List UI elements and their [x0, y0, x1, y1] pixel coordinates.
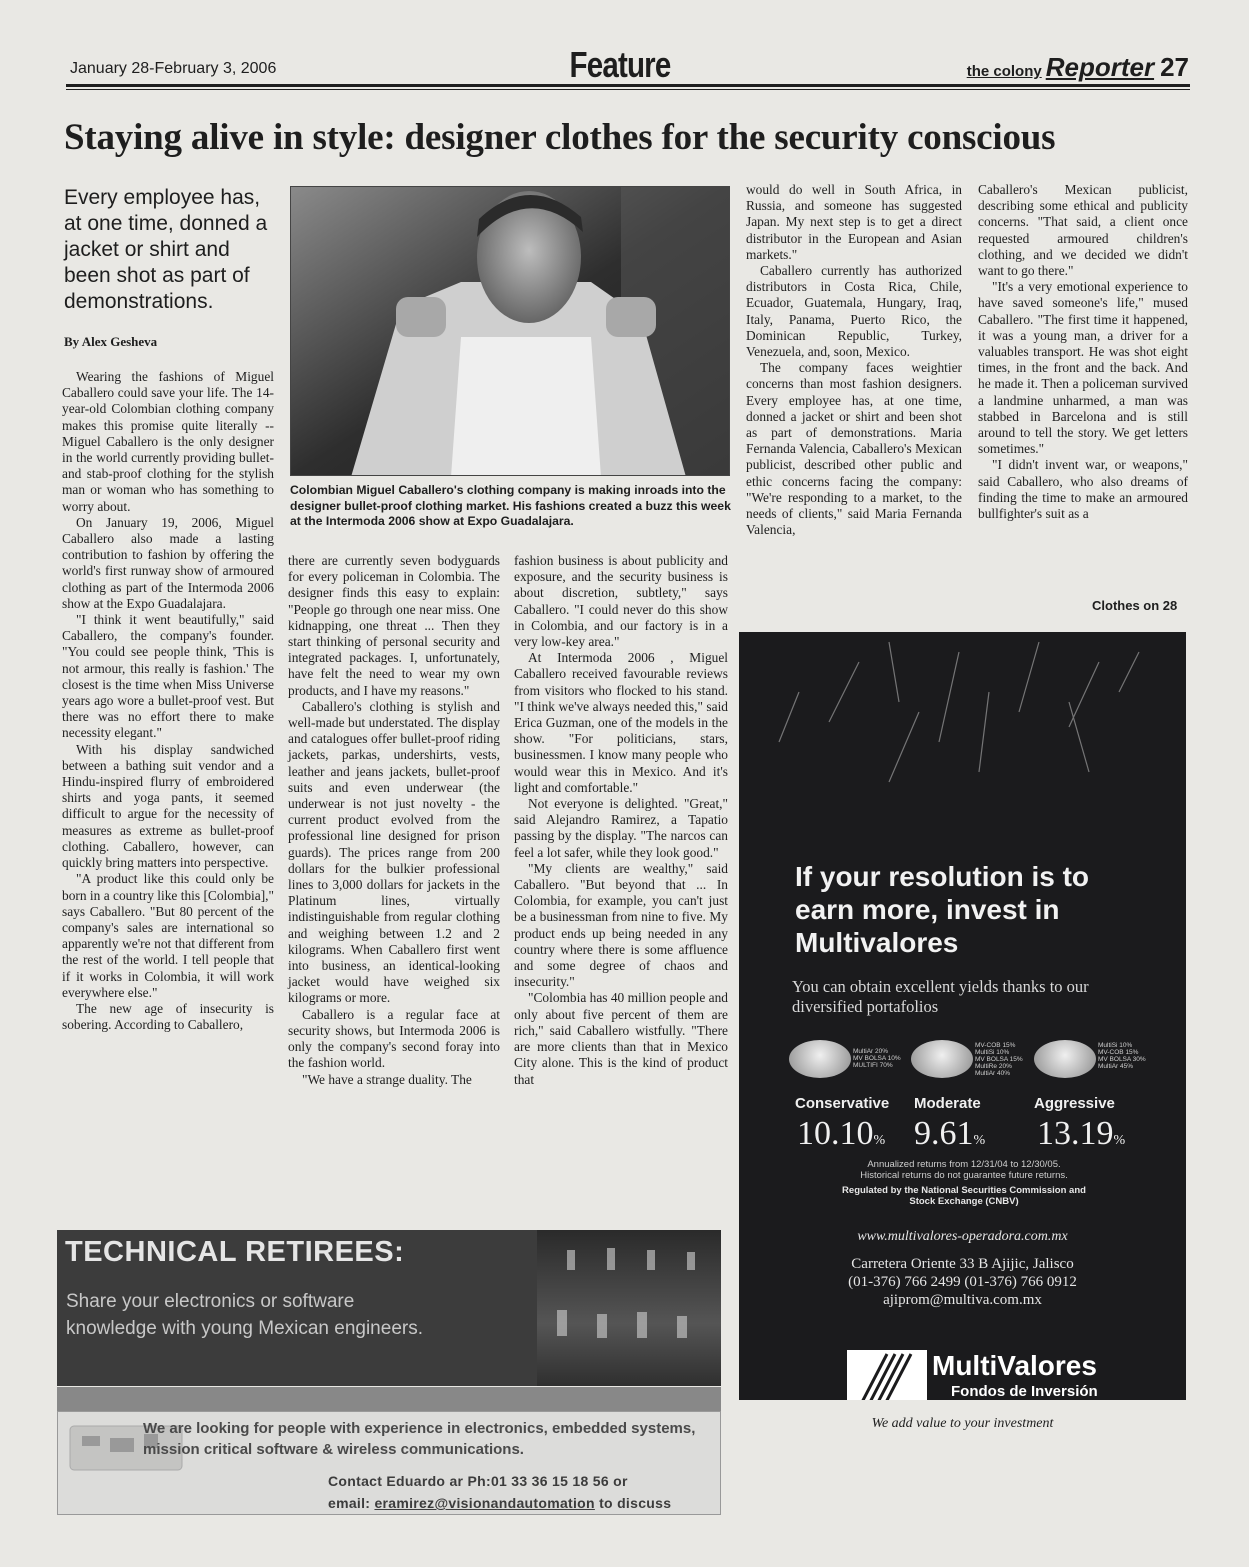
byline: By Alex Gesheva: [64, 334, 158, 349]
paragraph: would do well in South Africa, in Russia, and someone has suggested Japan. My next step is to get a direct distributor in the European and Asian markets.": [746, 182, 962, 262]
email-prefix: email:: [328, 1495, 375, 1511]
tech-ad-subtitle: [66, 1288, 423, 1342]
pie-chart-moderate: [911, 1040, 973, 1078]
ad-email[interactable]: ajiprom@multiva.com.mx: [883, 1292, 1042, 1308]
pullquote: Every employee has, at one time, donned a jacket or shirt and been shot as part of demonstrations.: [64, 186, 268, 313]
pie-chart-conservative: [789, 1040, 851, 1078]
legend-item: MultiAr 20%: [853, 1048, 889, 1055]
pie-legend-aggressive: [1098, 1042, 1146, 1070]
legend-item: MultiAr 45%: [1098, 1063, 1134, 1070]
paragraph: Caballero is a regular face at security shows, but Intermoda 2006 is only the company's second foray into the fashion world.: [288, 1006, 500, 1071]
profile-label: Moderate: [914, 1095, 981, 1112]
paragraph: Caballero currently has authorized distributors in Costa Rica, Chile, Ecuador, Guatemala, Hungary, Iraq, Italy, Panama, Puerto Rico, the Dominican Republic, Turkey, Venezuela, and, soon, Mexico.: [746, 263, 962, 360]
section-title: Feature: [569, 44, 671, 85]
email-suffix: to discuss: [594, 1495, 672, 1511]
paragraph: Not everyone is delighted. "Great," said Alejandro Ramirez, a Tapatio passing by the display. "The narcos can feel a lot safer, while they look good.": [514, 796, 728, 860]
portfolio-charts: [789, 1040, 1159, 1090]
tech-ad-contact: [328, 1470, 671, 1514]
header-rule: [66, 84, 1190, 90]
technical-retirees-ad[interactable]: [57, 1230, 721, 1386]
paragraph: "I think it went beautifully," said Caballero, the company's founder. "You could see people think, 'This is not armour, this really is fashion.' The closest is the time when Miss Universe years ago wore a bullet-proof vest. But there was no effort there to make necessity elegant.": [62, 612, 274, 741]
ad-tagline: We add value to your investment: [871, 1416, 1054, 1431]
regulator-note: Regulated by the National Securities Commission and Stock Exchange (CNBV): [842, 1185, 1086, 1207]
rate-unit: %: [1113, 1133, 1126, 1148]
paragraph: Caballero's Mexican publicist, describing some ethical and publicity concerns. "That said, a client once requested armoured children's clothing, and we decided we didn't want to go there.": [978, 182, 1188, 279]
rate-value: 13.19: [1037, 1115, 1114, 1152]
photo-caption: Colombian Miguel Caballero's clothing company is making inroads into the designer bullet-proof clothing market. His fashions created a buzz this week at the Intermoda 2006 show at Expo Guadalajara.: [290, 483, 731, 528]
tech-ad-subtitle-line: Share your electronics or software: [66, 1291, 355, 1312]
multivalores-logo-icon: [847, 1350, 927, 1400]
profile-rate: [914, 1115, 985, 1153]
article-column-5: [978, 182, 1188, 522]
circuit-photo: [537, 1230, 721, 1386]
paragraph: there are currently seven bodyguards for every policeman in Colombia. The designer finds this easy to explain: "People go through one near miss. One kidnapping, one threat ... Then they start thinking of personal security and integrated packages. I, unfortunately, have felt the need to wear my own products, and I have my reasons.": [288, 553, 500, 698]
legend-item: MultiAr 40%: [975, 1070, 1011, 1077]
profile-rate: [1037, 1115, 1125, 1153]
continued-on: Clothes on 28: [1092, 598, 1178, 613]
brand-name: MultiValores: [932, 1350, 1097, 1381]
rate-unit: %: [873, 1133, 886, 1148]
legend-item: MV-COB 15%: [1098, 1049, 1139, 1056]
article-column-3: [514, 553, 728, 1088]
page-number: 27: [1160, 52, 1189, 82]
profile-rate: [797, 1115, 885, 1153]
paragraph: On January 19, 2006, Miguel Caballero also made a lasting contribution to fashion by offering the world's first runway show of armoured clothing as part of the Intermoda 2006 show at the Expo Guadalajara.: [62, 514, 274, 611]
paragraph: Caballero's clothing is stylish and well-made but understated. The display and catalogues offer bullet-proof riding jackets, parkas, undershirts, vests, leather and jeans jackets, bullet-proof suits and even underwear (the underwear is not just novelty - the current product evolved from the professional line designed for prison guards). The prices range from 200 dollars for the bulkier professional lines to 3,000 dollars for jackets in the Platinum lines, virtually indistinguishable from regular clothing and weighing between 1.2 and 2 kilograms. When Caballero first went into business, an identical-looking jacket would have weighed six kilograms or more.: [288, 698, 500, 1006]
ad-website-link[interactable]: www.multivalores-operadora.com.mx: [857, 1229, 1068, 1244]
paragraph: The new age of insecurity is sobering. According to Caballero,: [62, 1000, 274, 1033]
tech-contact-phone: Contact Eduardo ar Ph:01 33 36 15 18 56 or: [328, 1473, 628, 1489]
ad-address: Carretera Oriente 33 B Ajijic, Jalisco: [851, 1256, 1074, 1272]
tech-ad-divider: [57, 1387, 721, 1411]
legend-item: MV BOLSA 10%: [853, 1055, 901, 1062]
paragraph: fashion business is about publicity and exposure, and the security business is about discretion, subtlety," says Caballero. "I could never do this show in Colombia, and our factory is in a very low-key area.": [514, 553, 728, 650]
profile-label: Conservative: [795, 1095, 890, 1112]
masthead-name: Reporter: [1045, 52, 1155, 82]
legend-item: MV-COB 15%: [975, 1042, 1016, 1049]
ad-subhead: You can obtain excellent yields thanks to our diversified portafolios: [792, 977, 1089, 1016]
ad-contact: [739, 1255, 1186, 1309]
legend-item: MultiSi 10%: [975, 1049, 1010, 1056]
paragraph: "It's a very emotional experience to have saved someone's life," mused Caballero. "The first time it happened, it was a young man, a driver for a valuables transport. He was shot eight times, in the front and the back. And he made it. Then a policeman survived a landmine unharmed, a man was stabbed in Barcelona and is still around to tell the story. We get letters sometimes.": [978, 279, 1188, 457]
paragraph: With his display sandwiched between a bathing suit vendor and a Hindu-inspired flurry of embroidered shirts and yoga pants, it seemed difficult to argue for the necessity of measures as extreme as bullet-proof clothing. Caballero, however, can quickly bring matters into perspective.: [62, 741, 274, 871]
tech-ad-title: TECHNICAL RETIREES:: [65, 1236, 405, 1268]
rate-value: 10.10: [797, 1115, 874, 1152]
profile-label: Aggressive: [1034, 1095, 1115, 1112]
pie-legend-conservative: [853, 1048, 901, 1069]
ad-fine-print: [779, 1159, 1149, 1207]
ad-phones: (01-376) 766 2499 (01-376) 766 0912: [848, 1274, 1077, 1290]
masthead-small: the colony: [966, 63, 1042, 80]
legend-item: MV BOLSA 30%: [1098, 1056, 1146, 1063]
fine-print-line: Historical returns do not guarantee future returns.: [860, 1170, 1068, 1181]
tech-contact-email-line: [328, 1492, 671, 1514]
paragraph: At Intermoda 2006 , Miguel Caballero received favourable reviews from visitors who flocked to his stand. "I think we've always needed this," said Erica Guzman, one of the models in the show. "For politicians, stars, businessmen. I know many people who would wear this in Mexico. And it's light and comfortable.": [514, 650, 728, 795]
pie-legend-moderate: [975, 1042, 1023, 1077]
paragraph: "A product like this could only be born in a country like this [Colombia]," says Caballero. "But 80 percent of the company's sales are international so apparently we're not that different from the rest of the world. I tell people that if it works in Colombia, it will work everywhere else.": [62, 871, 274, 1000]
paragraph: The company faces weightier concerns than most fashion designers. Every employee has, at one time, donned a jacket or shirt and been shot as part of demonstrations. Maria Fernanda Valencia, Caballero's Mexican publicist, described other public and ethic concerns facing the company: "We're responding to a market, to the needs of clients," said Maria Fernanda Valencia,: [746, 360, 962, 538]
article-column-4: [746, 182, 962, 538]
masthead: [967, 52, 1189, 83]
tech-ad-subtitle-line: knowledge with young Mexican engineers.: [66, 1318, 423, 1339]
issue-date: January 28-February 3, 2006: [70, 60, 277, 77]
multivalores-ad[interactable]: [739, 632, 1186, 1400]
fine-print-line: Annualized returns from 12/31/04 to 12/30/05.: [867, 1159, 1061, 1170]
tech-contact-email-link[interactable]: eramirez@visionandautomation: [374, 1495, 595, 1511]
paragraph: "I didn't invent war, or weapons," said Caballero, who also dreams of finding the time to make an armoured bullfighter's suit as a: [978, 457, 1188, 522]
rate-unit: %: [973, 1133, 986, 1148]
legend-item: MV BOLSA 15%: [975, 1056, 1023, 1063]
legend-item: MULTIFI 70%: [853, 1062, 893, 1069]
article-photo: [290, 186, 730, 476]
photo-illustration: [291, 187, 730, 476]
article-column-1: [62, 369, 274, 1033]
paragraph: "We have a strange duality. The: [302, 1071, 472, 1087]
ad-headline: If your resolution is to earn more, invest in Multivalores: [795, 861, 1090, 958]
brand-subtitle: Fondos de Inversión: [951, 1383, 1098, 1400]
article-column-2: [288, 553, 500, 1088]
fireworks-illustration: [739, 632, 1186, 862]
paragraph: "My clients are wealthy," said Caballero. "But beyond that ... In Colombia, for example, you can't just be a businessman from nine to five. My product ends up being needed in any country where there is some affluence and some degree of chaos and insecurity.": [514, 860, 728, 990]
rate-value: 9.61: [914, 1115, 974, 1152]
paragraph: Wearing the fashions of Miguel Caballero could save your life. The 14-year-old Colombian clothing company makes this promise quite literally -- Miguel Caballero is the only designer in the world currently providing bullet- and stab-proof clothing for the stylish man or woman who has something to worry about.: [62, 369, 274, 514]
paragraph: "Colombia has 40 million people and only about five percent of them are rich," said Caballero wistfully. "There are more clients than that in Mexico City alone. This is the kind of product that: [514, 990, 728, 1087]
legend-item: MultiSi 10%: [1098, 1042, 1133, 1049]
headline: Staying alive in style: designer clothes for the security conscious: [64, 117, 1056, 158]
pie-chart-aggressive: [1034, 1040, 1096, 1078]
legend-item: MultiRe 20%: [975, 1063, 1012, 1070]
tech-ad-body: We are looking for people with experience in electronics, embedded systems, mission critical software & wireless communications.: [143, 1420, 696, 1458]
